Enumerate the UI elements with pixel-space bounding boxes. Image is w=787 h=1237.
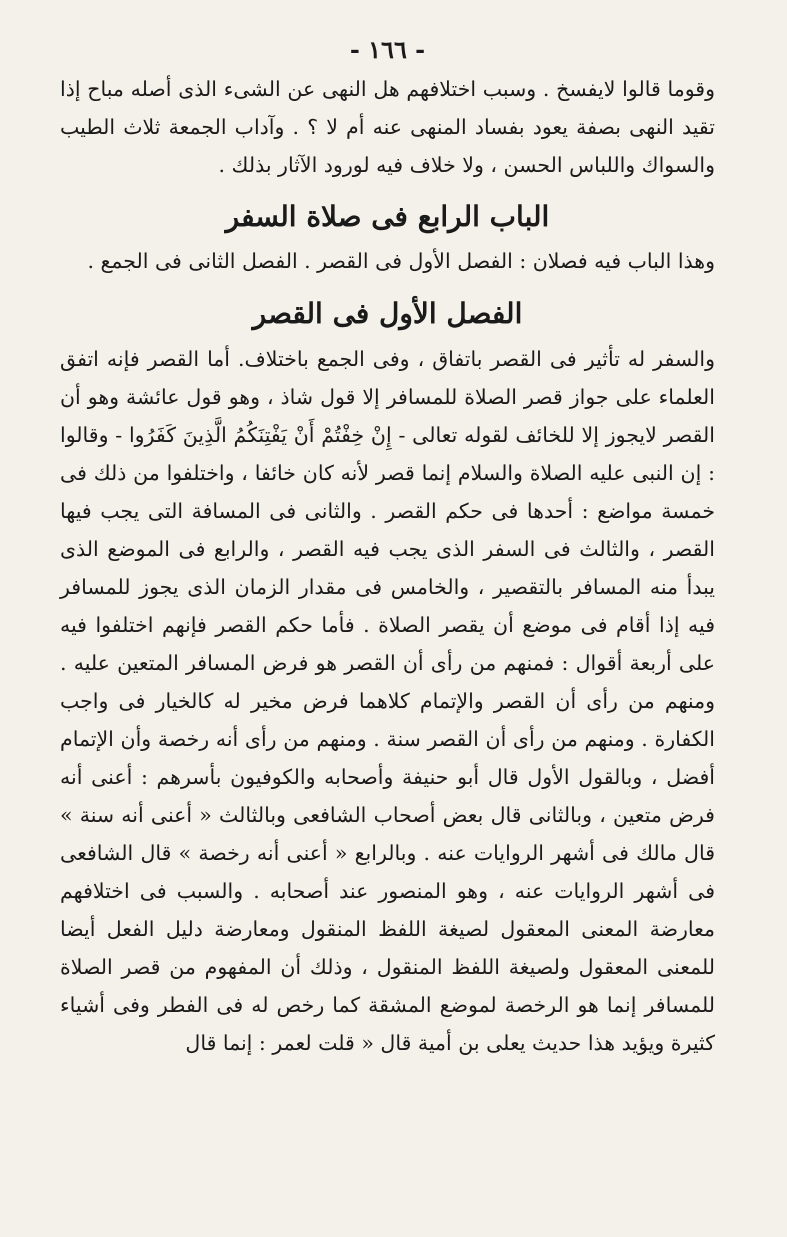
top-paragraph-text: وقوما قالوا لايفسخ . وسبب اختلافهم هل النهى عن الشىء الذى أصله مباح إذا تقيد النهى بصفة يعود بفساد المنهى عنه أم لا ؟ . وآداب الجمعة ثلاث الطيب والسواك واللباس الحسن ، ولا خلاف فيه لورود الآثار بذلك . [60, 77, 715, 177]
top-paragraph [60, 70, 715, 184]
chapter-intro: وهذا الباب فيه فصلان : الفصل الأول فى القصر . الفصل الثانى فى الجمع . [87, 249, 715, 273]
section-title: الفصل الأول فى القصر [252, 297, 523, 330]
chapter-title: الباب الرابع فى صلاة السفر [225, 200, 550, 233]
section-body [60, 340, 715, 1062]
book-page [60, 30, 715, 1210]
section-body-text: والسفر له تأثير فى القصر باتفاق ، وفى الجمع باختلاف. أما القصر فإنه اتفق العلماء على جواز قصر الصلاة للمسافر إلا قول شاذ ، وهو قول عائشة وهو أن القصر لايجوز إلا للخائف لقوله تعالى - إِنْ خِفْتُمْ أَنْ يَفْتِنَكُمُ الَّذِينَ كَفَرُوا - وقالوا : إن النبى عليه الصلاة والسلام إنما قصر لأنه كان خائفا ، واختلفوا من ذلك فى خمسة مواضع : أحدها فى حكم القصر . والثانى فى المسافة التى يجب فيها القصر ، والثالث فى السفر الذى يجب فيه القصر ، والرابع فى الموضع الذى يبدأ منه المسافر بالتقصير ، والخامس فى مقدار الزمان الذى يجوز للمسافر فيه إذا أقام فى موضع أن يقصر الصلاة . فأما حكم القصر فإنهم اختلفوا فيه على أربعة أقوال : فمنهم من رأى أن القصر هو فرض المسافر المتعين عليه . ومنهم من رأى أن القصر والإتمام كلاهما فرض مخير له كالخيار فى واجب الكفارة . ومنهم من رأى أن القصر سنة . ومنهم من رأى أنه رخصة وأن الإتمام أفضل ، وبالقول الأول قال أبو حنيفة وأصحابه والكوفيون بأسرهم : أعنى أنه فرض متعين ، وبالثانى قال بعض أصحاب الشافعى وبالثالث « أعنى أنه سنة » قال مالك فى أشهر الروايات عنه . وبالرابع « أعنى أنه رخصة » قال الشافعى فى أشهر الروايات عنه ، وهو المنصور عند أصحابه . والسبب فى اختلافهم معارضة المعنى المعقول لصيغة اللفظ المنقول ومعارضة دليل الفعل أيضا للمعنى المعقول ولصيغة اللفظ المنقول ، وذلك أن المفهوم من قصر الصلاة للمسافر إنما هو الرخصة لموضع المشقة كما رخص له فى الفطر وفى أشياء كثيرة ويؤيد هذا حديث يعلى بن أمية قال « قلت لعمر : إنما قال [60, 347, 715, 1055]
page-number: - ١٦٦ - [349, 35, 426, 64]
